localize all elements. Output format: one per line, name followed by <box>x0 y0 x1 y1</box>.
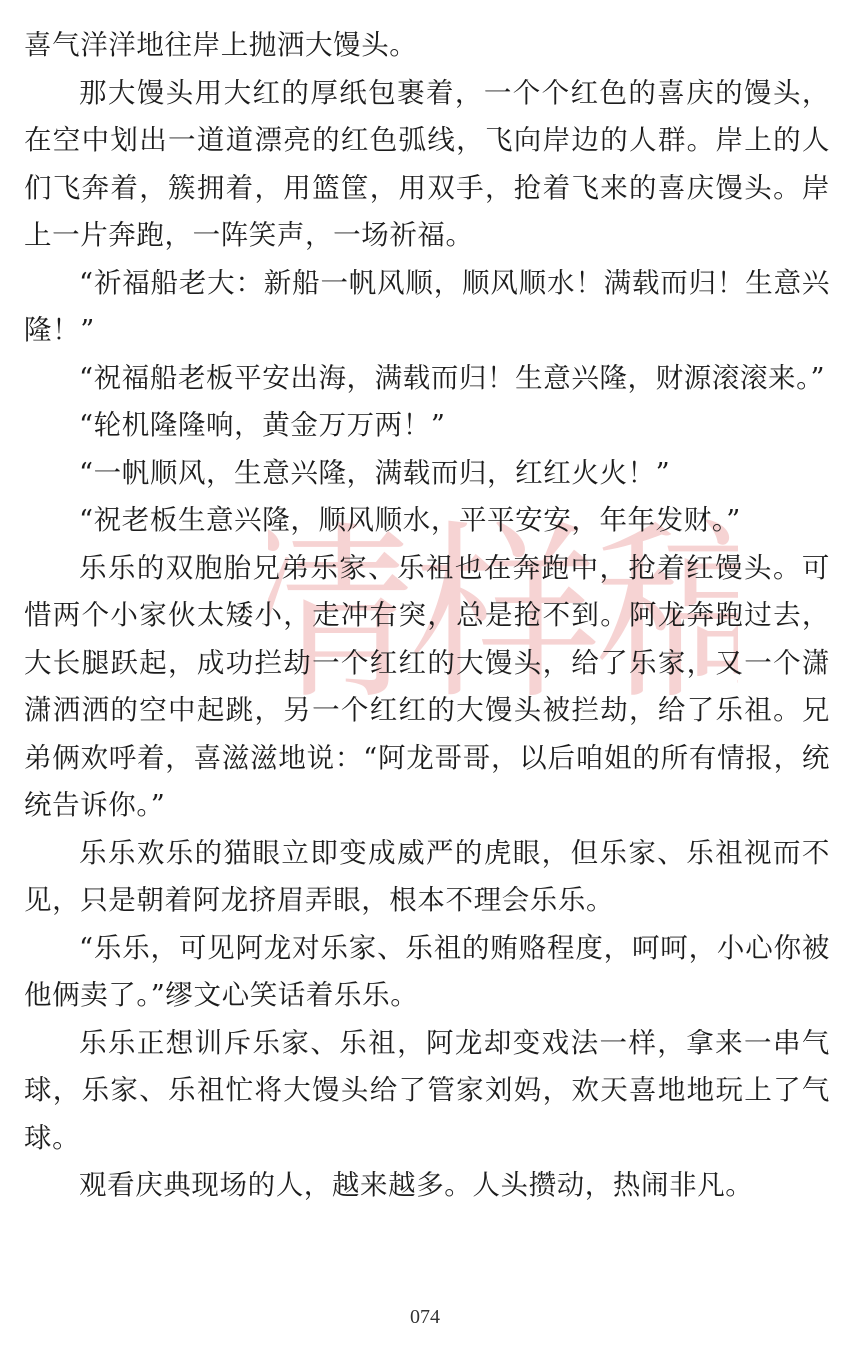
svg-text:清样稿: 清样稿 <box>268 504 738 710</box>
paragraph: 乐乐的双胞胎兄弟乐家、乐祖也在奔跑中，抢着红馒头。可惜两个小家伙太矮小，走冲右突，总是抢不到。阿龙奔跑过去，大长腿跃起，成功拦劫一个红红的大馒头，给了乐家，又一个潇潇洒洒的空中起跳，另一个红红的大馒头被拦劫，给了乐祖。兄弟俩欢呼着，喜滋滋地说：“阿龙哥哥，以后咱姐的所有情报，统统告诉你。” <box>24 551 830 821</box>
paragraph: “祝老板生意兴隆，顺风顺水，平平安安，年年发财。” <box>79 504 741 536</box>
paragraph: 乐乐正想训斥乐家、乐祖，阿龙却变戏法一样，拿来一串气球，乐家、乐祖忙将大馒头给了管家刘妈，欢天喜地地玩上了气球。 <box>24 1026 830 1154</box>
paragraph: 观看庆典现场的人，越来越多。人头攒动，热闹非凡。 <box>79 1169 754 1201</box>
paragraph: “轮机隆隆响，黄金万万两！” <box>79 409 446 441</box>
paragraph: “乐乐，可见阿龙对乐家、乐祖的贿赂程度，呵呵，小心你被他俩卖了。”缪文心笑话着乐乐。 <box>24 931 830 1011</box>
paragraph: 那大馒头用大红的厚纸包裹着，一个个红色的喜庆的馒头，在空中划出一道道漂亮的红色弧线，飞向岸边的人群。岸上的人们飞奔着，簇拥着，用篮筐，用双手，抢着飞来的喜庆馒头。岸上一片奔跑，一阵笑声，一场祈福。 <box>24 76 830 251</box>
paragraph: “祝福船老板平安出海，满载而归！生意兴隆，财源滚滚来。” <box>79 361 826 394</box>
page-number: 074 <box>410 1306 440 1328</box>
paragraph: 乐乐欢乐的猫眼立即变成威严的虎眼，但乐家、乐祖视而不见，只是朝着阿龙挤眉弄眼，根本不理会乐乐。 <box>24 836 830 916</box>
paragraph: “一帆顺风，生意兴隆，满载而归，红红火火！” <box>79 456 671 489</box>
paragraph: “祈福船老大：新船一帆风顺，顺风顺水！满载而归！生意兴隆！” <box>24 266 830 346</box>
paragraph: 喜气洋洋地往岸上抛洒大馒头。 <box>24 29 418 61</box>
body-text <box>24 22 830 1210</box>
